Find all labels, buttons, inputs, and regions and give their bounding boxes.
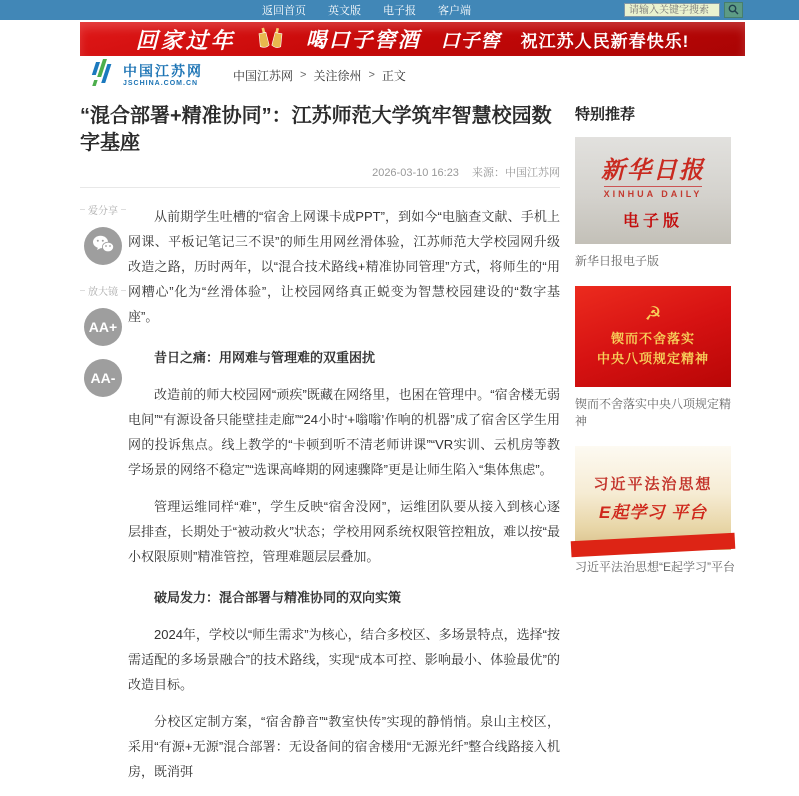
article-date: 2026-03-10 16:23 [372, 167, 459, 179]
content-area [80, 94, 745, 796]
nav-english-link[interactable]: 英文版 [328, 5, 361, 17]
site-header [0, 56, 799, 94]
article-title: “混合部署+精准协同”：江苏师范大学筑牢智慧校园数字基座 [80, 105, 552, 154]
share-label: 爱分享 [80, 202, 126, 217]
nav-epaper-link[interactable]: 电子报 [383, 5, 416, 17]
article-source: 来源：中国江苏网 [472, 167, 560, 179]
recommend-card-eight-rules[interactable] [575, 286, 731, 387]
logo-domain: JSCHINA.COM.CN [123, 79, 199, 87]
article-body [126, 192, 560, 796]
law-banner-line1: 习近平法治思想 [593, 476, 713, 493]
recommend-card-law-platform[interactable] [575, 446, 731, 550]
search-icon [728, 3, 739, 18]
meta-divider [80, 187, 560, 188]
ad-banner[interactable] [80, 22, 745, 56]
font-increase-button[interactable]: AA+ [84, 308, 122, 346]
banner-text-homecoming: 回家过年 [135, 27, 236, 53]
article-paragraph: 管理运维同样“难”，学生反映“宿舍没网”，运维团队要从接入到核心逐层排查，长期处于“被动救火”状态；学校用网系统权限管控粗放，难以按“最小权限原则”精准管控，管理难题层层叠加。 [128, 499, 560, 564]
recommend-caption[interactable]: 习近平法治思想“E起学习”平台 [575, 560, 735, 574]
recommend-caption[interactable]: 新华日报电子版 [575, 254, 660, 268]
breadcrumb-separator: > [368, 69, 375, 81]
rules-banner-line1: 锲而不舍落实 [610, 330, 695, 346]
topbar-nav [262, 2, 471, 18]
site-logo[interactable] [85, 59, 203, 92]
article-paragraph: 改造前的师大校园网“顽疾”既藏在网络里，也困在管理中。“宿舍楼无弱电间”“有源设备只能壁挂走廊”“24小时‘+嗡嗡’作响的机器”成了宿舍区学生用网的投诉焦点。线上教学的“卡顿到听不清老师讲课”“VR实训、云机房等教学场景的网络不稳定”“选课高峰期的网速骤降”更是让师生陷入“集体焦虑”。 [128, 387, 560, 477]
breadcrumb-current: 正文 [381, 68, 406, 83]
nav-home-link[interactable]: 返回首页 [262, 5, 306, 17]
article-column [80, 94, 560, 796]
article-paragraph: 分校区定制方案，“宿舍静音”“教室快传”实现的静悄悄。泉山主校区，采用“有源+无源”混合部署：无设备间的宿舍楼用“无源光纤”整合线路接入机房，既消弭 [128, 714, 560, 779]
search-input[interactable] [624, 3, 720, 17]
wechat-icon [92, 235, 114, 257]
xinhua-daily-english: XINHUA DAILY [604, 186, 703, 199]
article-subheading: 昔日之痛：用网难与管理难的双重困扰 [154, 350, 376, 365]
font-decrease-button[interactable]: AA- [84, 359, 122, 397]
xinhua-daily-epaper-label: 电子版 [622, 213, 683, 230]
sidebar-title: 特别推荐 [575, 106, 636, 123]
banner-brand-logo: 口子窖 [440, 30, 501, 52]
breadcrumb-home[interactable]: 中国江苏网 [233, 68, 294, 83]
banner-text-drink: 喝口子窖酒 [305, 29, 421, 52]
wechat-share-button[interactable] [84, 227, 122, 265]
font-zoom-label: 放大镜 [80, 283, 126, 298]
article-paragraph: 2024年，学校以“师生需求”为核心，结合多校区、多场景特点，选择“按需适配的多场景融合”的技术路线，实现“成本可控、影响最小、体验最优”的改造目标。 [128, 627, 560, 692]
liquor-bottles-icon [256, 24, 286, 55]
xinhua-daily-masthead: 新华日报 [601, 157, 705, 184]
party-emblem-icon: ☭ [644, 303, 662, 325]
nav-client-link[interactable]: 客户端 [438, 5, 471, 17]
sidebar-recommend [575, 94, 735, 796]
recommend-caption[interactable]: 锲而不舍落实中央八项规定精神 [575, 397, 732, 428]
share-rail [80, 192, 126, 796]
rules-banner-line2: 中央八项规定精神 [596, 350, 709, 366]
breadcrumb-separator: > [300, 69, 307, 81]
article-meta [80, 164, 560, 180]
law-banner-line2: E起学习 平台 [598, 503, 708, 522]
article-subheading: 破局发力：混合部署与精准协同的双向实策 [154, 590, 402, 605]
article-paragraph: 从前期学生吐槽的“宿舍上网课卡成PPT”，到如今“电脑查文献、手机上网课、平板记笔记三不误”的师生用网丝滑体验，江苏师范大学校园网升级改造之路，历时两年，以“混合技术路线+精准协同管理”方式，将师生的“用网糟心”化为“丝滑体验”，让校园网络真正蜕变为智慧校园建设的“数字基座”。 [128, 209, 560, 324]
breadcrumb-section[interactable]: 关注徐州 [313, 68, 362, 83]
search-button[interactable] [724, 2, 743, 18]
topbar [0, 0, 799, 20]
logo-icon [85, 59, 117, 92]
banner-text-greeting: 祝江苏人民新春快乐! [520, 31, 690, 51]
breadcrumb [233, 67, 406, 84]
recommend-card-xinhua-daily[interactable] [575, 137, 731, 244]
logo-site-name: 中国江苏网 [123, 62, 203, 79]
search-box [624, 2, 743, 18]
